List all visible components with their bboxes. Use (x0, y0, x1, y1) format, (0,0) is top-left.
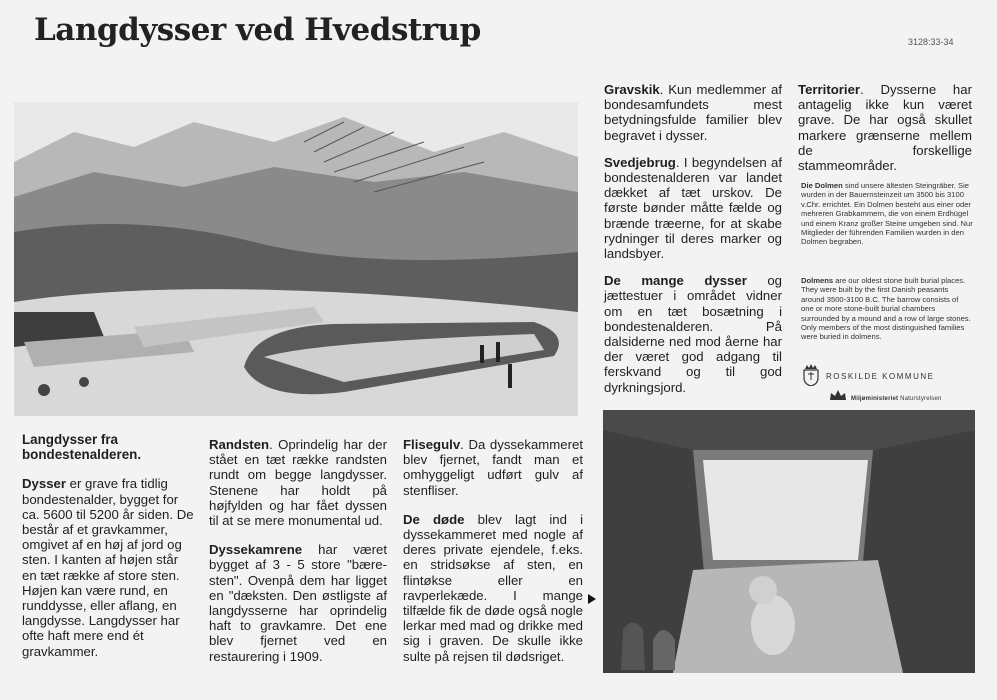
text-dysser: er grave fra tidlig bondestenalder, bygget for ca. 5600 til 5200 år siden. De består af et gravkammer, omgivet af en høj af jord og sten. I kanten af højen står en tæt række af store sten. Højen kan være rund, en runddysse, eller aflang, en langdysse. Langdysser har ofte haft mere end ét gravkammer. (22, 476, 194, 659)
lead-de-doede: De døde (403, 511, 465, 527)
paragraph-gravskik (604, 82, 782, 143)
text-english: are our oldest stone built burial places. They were built by the first Danish peasants around 3500-3100 B.C. The barrow consists of one or more stone-built burial chambers surrounded by a mound and a row of large stones. Only members of the most distinguished families were buried in dolmens. (801, 276, 971, 342)
paragraph-english (801, 276, 973, 342)
text-territorier: . Dysserne har antagelig ikke kun været grave. De har også skullet markere grænserne mellem de forskellige stammeområder. (798, 82, 972, 174)
column-flisegulv (403, 437, 583, 673)
ministry-logo-text (851, 396, 942, 402)
text-german: sind unsere ältesten Steingräber. Sie wurden in der Bauernsteinzeit um 3500 bis 3100 v.Chr. errichtet. Ein Dolmen besteht aus einer oder mehreren Grabkammern, die von einem Erdhügel und einem Kranz großer Steine umgeben sind. Nur Mitglieder der führenden Familien wurden in den Dolmen begraben. (801, 181, 973, 247)
lead-german: Die Dolmen (801, 181, 843, 190)
lead-flisegulv: Flisegulv (403, 437, 461, 452)
text-mange-dysser: og jættestuer i området vidner om en tæt bosætning i bondestenalderen. På dalsiderne ned mod åerne har der været god adgang til ferskvand og til god dyrkningsjord. (604, 273, 782, 395)
english-summary (801, 276, 973, 347)
ministry-name: Miljøministeriet (851, 396, 899, 402)
column-gravskik (604, 82, 782, 404)
lead-dysser: Dysser (22, 476, 66, 492)
text-flisegulv: . Da dyssekammeret blev fjernet, fandt man et omhyggeligt udført gulv af stenfliser. (403, 437, 583, 498)
burial-chamber-illustration (603, 410, 975, 673)
sign-title: Langdysser ved Hvedstrup (34, 12, 481, 48)
landscape-drawing (14, 102, 578, 416)
paragraph-mange-dysser (604, 273, 782, 395)
paragraph-german (801, 181, 973, 247)
lead-gravskik: Gravskik (604, 82, 660, 97)
crown-icon (829, 388, 847, 402)
intro-heading: Langdysser fra bondestenalderen. (22, 432, 142, 463)
text-randsten: . Oprindelig har der stået en tæt række randsten rundt om begge langdysser. Stenene har holdt på højfylden og har fået dyssen til at se mere monumental ud. (209, 437, 387, 529)
lead-english: Dolmens (801, 276, 834, 285)
column-randsten (209, 437, 387, 673)
pointer-arrow-icon (588, 594, 596, 604)
lead-territorier: Territorier (798, 82, 861, 97)
text-de-doede: blev lagt ind i dyssekammeret med nogle af deres private ejendele, f.eks. en stridsøkse af sten, en flintøkse eller en ravperlekæde. I mange tilfælde fik de døde også nogle lerkar med mad og drikke med sig i graven. De skulle ikke sulte på rejsen til dødsriget. (403, 511, 584, 664)
lead-dyssekamrene: Dyssekamrene (209, 542, 303, 558)
kommune-logo-text: ROSKILDE KOMMUNE (826, 372, 935, 381)
agency-name: Naturstyrelsen (898, 396, 942, 402)
paragraph-de-doede (403, 512, 583, 664)
column-intro (22, 432, 194, 668)
paragraph-dysser (22, 476, 194, 658)
german-summary (801, 181, 973, 252)
text-gravskik: . Kun medlemmer af bondesamfundets mest betydningsfulde familier blev begravet i dysser. (604, 82, 782, 143)
lead-mange-dysser: De mange dysser (604, 273, 747, 289)
lead-randsten: Randsten (209, 437, 270, 452)
sign-reference: 3128:33-34 (908, 37, 954, 47)
paragraph-randsten (209, 437, 387, 528)
chamber-drawing (603, 410, 975, 673)
landscape-illustration (14, 102, 578, 416)
paragraph-svedjebrug (604, 155, 782, 261)
paragraph-flisegulv (403, 437, 583, 498)
paragraph-territorier (798, 82, 972, 173)
text-dyssekamrene: har været bygget af 3 - 5 store "bære-sten". Ovenpå dem har ligget en "dæksten. Den østligste af langdysserne har oprindelig haft to gravkamre. Det ene blev fjernet ved en restaurering i 1909. (209, 542, 387, 664)
column-territorier (798, 82, 972, 182)
lead-svedjebrug: Svedjebrug (604, 154, 676, 170)
paragraph-dyssekamrene (209, 542, 387, 664)
crown-shield-icon (802, 364, 820, 386)
text-svedjebrug: . I begyndelsen af bondestenalderen var landet dækket af tæt urskov. De første bønder måtte fælde og brænde træerne, for at skabe rydninger til deres marker og landsbyer. (604, 154, 782, 262)
